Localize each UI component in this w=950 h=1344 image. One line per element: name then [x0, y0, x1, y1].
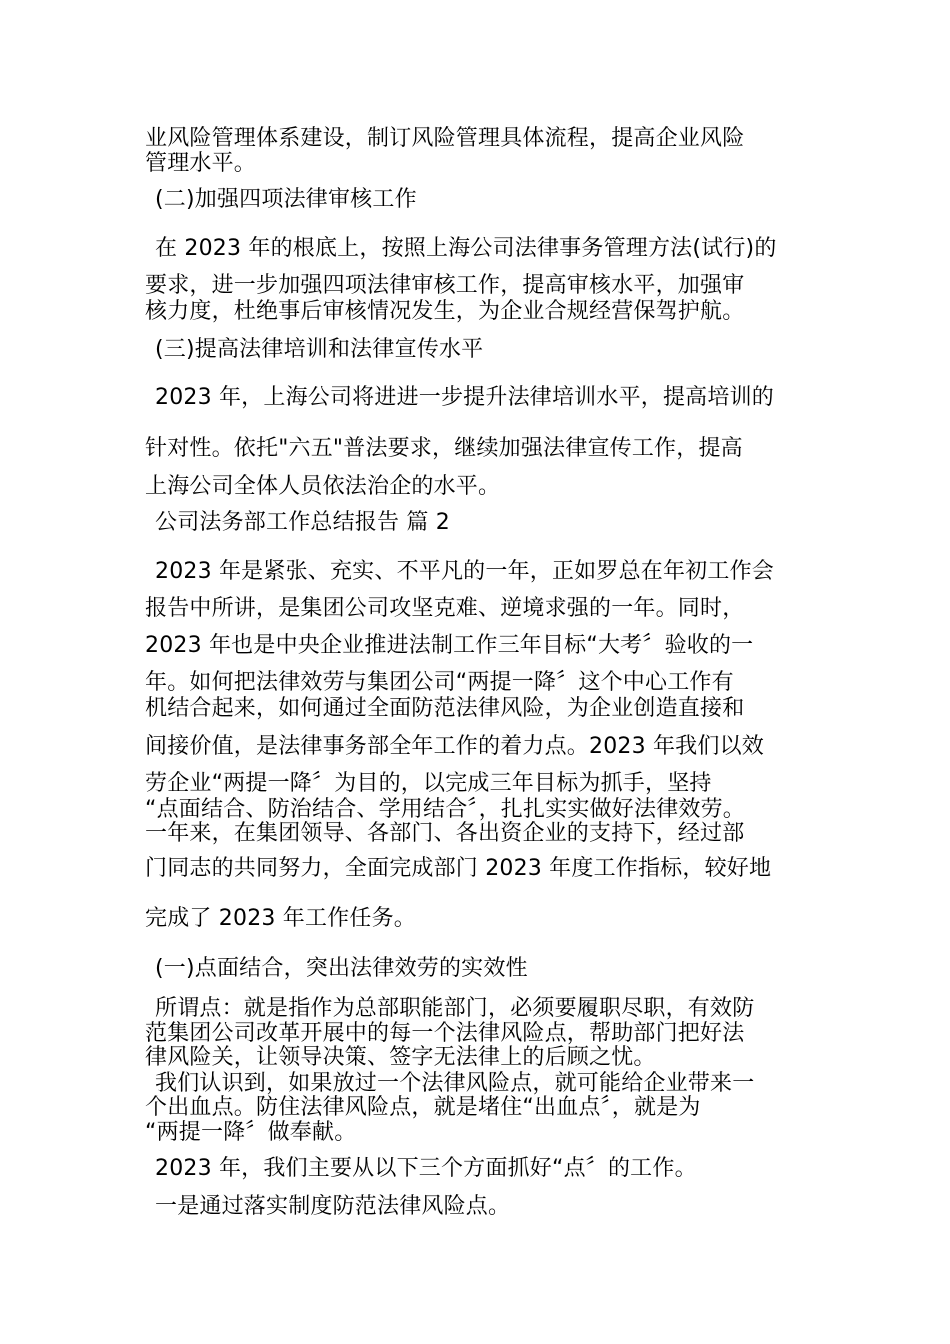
paragraph-line: 要求，进一步加强四项法律审核工作，提高审核水平，加强审 [145, 273, 745, 298]
section-heading: (一)点面结合，突出法律效劳的实效性 [155, 956, 528, 981]
paragraph-line: 2023 年，上海公司将进进一步提升法律培训水平，提高培训的 [155, 385, 774, 410]
document-title: 公司法务部工作总结报告 篇 2 [155, 510, 450, 535]
paragraph-line: 2023 年，我们主要从以下三个方面抓好“点〞的工作。 [155, 1156, 697, 1181]
paragraph-line: 完成了 2023 年工作任务。 [145, 906, 416, 931]
paragraph-line: 所谓点：就是指作为总部职能部门，必须要履职尽职，有效防 [155, 996, 755, 1021]
paragraph-line: 在 2023 年的根底上，按照上海公司法律事务管理方法(试行)的 [155, 236, 777, 261]
paragraph-line: 针对性。依托"六五"普法要求，继续加强法律宣传工作，提高 [145, 436, 743, 461]
paragraph-line: 律风险关，让领导决策、签字无法律上的后顾之忧。 [145, 1045, 656, 1070]
section-heading: (二)加强四项法律审核工作 [155, 187, 417, 212]
paragraph-line: 我们认识到，如果放过一个法律风险点，就可能给企业带来一 [155, 1071, 755, 1096]
paragraph-line: 上海公司全体人员依法治企的水平。 [145, 474, 501, 499]
paragraph-line: “两提一降〞做奉献。 [145, 1120, 357, 1145]
paragraph-line: 门同志的共同努力，全面完成部门 2023 年度工作指标，较好地 [145, 856, 772, 881]
paragraph-line: 报告中所讲，是集团公司攻坚克难、逆境求强的一年。同时， [145, 596, 745, 621]
paragraph-line: 机结合起来，如何通过全面防范法律风险，为企业创造直接和 [145, 696, 745, 721]
paragraph-line: 劳企业“两提一降〞为目的，以完成三年目标为抓手，坚持 [145, 771, 712, 796]
section-heading: (三)提高法律培训和法律宣传水平 [155, 337, 484, 362]
paragraph-line: 年。如何把法律效劳与集团公司“两提一降〞这个中心工作有 [145, 670, 734, 695]
paragraph-line: 2023 年是紧张、充实、不平凡的一年，正如罗总在年初工作会 [155, 559, 774, 584]
paragraph-line: 一年来，在集团领导、各部门、各出资企业的支持下，经过部 [145, 821, 745, 846]
paragraph-line: “点面结合、防治结合、学用结合〞，扎扎实实做好法律效劳。 [145, 797, 745, 822]
paragraph-line: 管理水平。 [145, 151, 257, 176]
paragraph-line: 间接价值，是法律事务部全年工作的着力点。2023 年我们以效 [145, 734, 764, 759]
paragraph-line: 个出血点。防住法律风险点，就是堵住“出血点〞，就是为 [145, 1095, 701, 1120]
paragraph-line: 一是通过落实制度防范法律风险点。 [155, 1194, 511, 1219]
paragraph-line: 核力度，杜绝事后审核情况发生，为企业合规经营保驾护航。 [145, 299, 745, 324]
paragraph-line: 2023 年也是中央企业推进法制工作三年目标“大考〞验收的一 [145, 633, 754, 658]
paragraph-line: 业风险管理体系建设，制订风险管理具体流程，提高企业风险 [145, 126, 745, 151]
paragraph-line: 范集团公司改革开展中的每一个法律风险点，帮助部门把好法 [145, 1021, 745, 1046]
